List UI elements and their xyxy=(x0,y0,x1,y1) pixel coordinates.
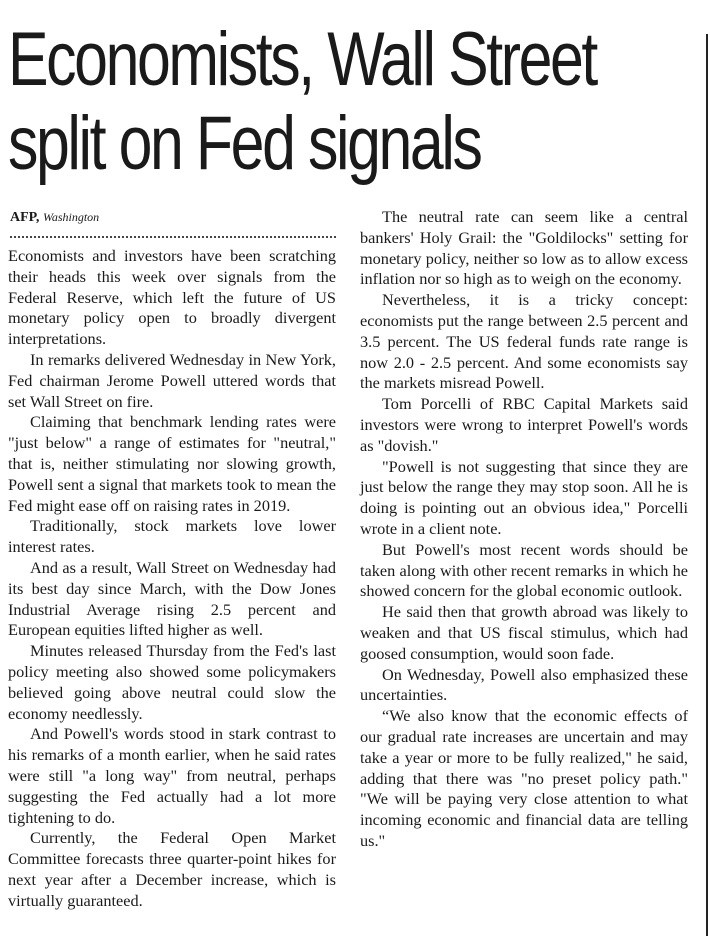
dotted-separator xyxy=(10,236,336,238)
paragraph: The neutral rate can seem like a central bankers' Holy Grail: the "Goldilocks" setting for monetary policy, neither so low as to allow excess inflation nor so high as to weigh on the economy. xyxy=(360,207,688,289)
headline-line-2: split on Fed signals xyxy=(8,101,481,186)
column-divider-rule xyxy=(706,34,708,936)
paragraph: In remarks delivered Wednesday in New York, Fed chairman Jerome Powell uttered words that set Wall Street on fire. xyxy=(8,349,336,411)
paragraph: "Powell is not suggesting that since they are just below the range they may stop soon. All he is doing is pointing out an obvious idea," Porcelli wrote in a client note. xyxy=(360,456,688,538)
paragraph: Currently, the Federal Open Market Committee forecasts three quarter-point hikes for next year after a December increase, which is virtually guaranteed. xyxy=(8,828,336,910)
byline-agency: AFP, xyxy=(10,210,40,225)
paragraph: Nevertheless, it is a tricky concept: economists put the range between 2.5 percent and 3.5 percent. The US federal funds rate range is now 2.0 - 2.5 percent. And some economists say the markets misread Powell. xyxy=(360,290,688,393)
paragraph: And Powell's words stood in stark contrast to his remarks of a month earlier, when he said rates were still "a long way" from neutral, perhaps suggesting the Fed actually had a lot more tightening to do. xyxy=(8,724,336,827)
paragraph: And as a result, Wall Street on Wednesday had its best day since March, with the Dow Jones Industrial Average rising 2.5 percent and European equities lifted higher as well. xyxy=(8,557,336,640)
paragraph: On Wednesday, Powell also emphasized these uncertainties. xyxy=(360,664,688,705)
byline xyxy=(10,208,99,227)
paragraph: Minutes released Thursday from the Fed's last policy meeting also showed some policymakers believed going above neutral could slow the economy needlessly. xyxy=(8,641,336,723)
paragraph: He said then that growth abroad was likely to weaken and that US fiscal stimulus, which had goosed consumption, would soon fade. xyxy=(360,602,688,663)
headline-line-1: Economists, Wall Street xyxy=(8,17,596,102)
article-column-right xyxy=(360,207,688,852)
paragraph: Economists and investors have been scratching their heads this week over signals from the Federal Reserve, which left the future of US monetary policy open to broadly divergent interpretations. xyxy=(8,246,336,349)
paragraph: Traditionally, stock markets love lower interest rates. xyxy=(8,516,336,557)
headline xyxy=(8,17,596,186)
paragraph: Tom Porcelli of RBC Capital Markets said investors were wrong to interpret Powell's words as "dovish." xyxy=(360,394,688,455)
article-column-left xyxy=(8,246,336,912)
paragraph: Claiming that benchmark lending rates were "just below" a range of estimates for "neutral," that is, neither stimulating nor slowing growth, Powell sent a signal that markets took to mean the Fed might ease off on raising rates in 2019. xyxy=(8,412,336,515)
paragraph: But Powell's most recent words should be taken along with other recent remarks in which he showed concern for the global economic outlook. xyxy=(360,539,688,601)
byline-place: Washington xyxy=(42,210,100,224)
paragraph: “We also know that the economic effects of our gradual rate increases are uncertain and may take a year or more to be fully realized," he said, adding that there was "no preset policy path." "We will be paying very close attention to what incoming economic and financial data are telling us." xyxy=(360,706,688,850)
